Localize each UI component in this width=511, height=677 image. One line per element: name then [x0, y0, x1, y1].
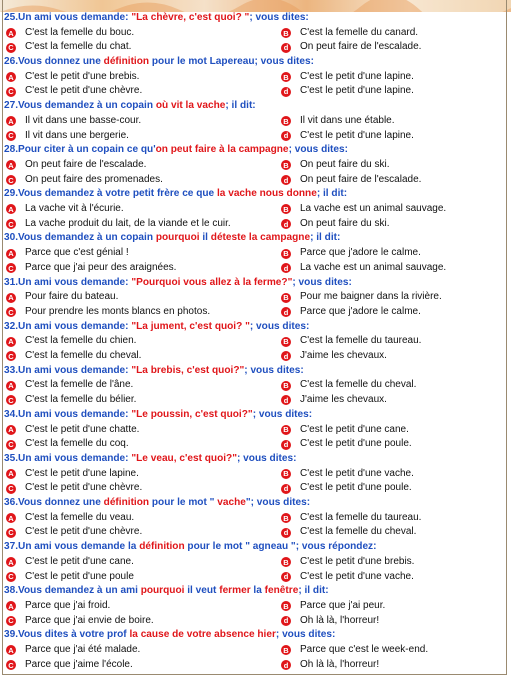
options-row	[4, 599, 507, 614]
question-text: ; il dit:	[225, 100, 256, 112]
option-text: C'est la femelle du taureau.	[300, 335, 422, 347]
question-keyword: "La brebis, c'est quoi?"	[131, 364, 245, 376]
options-row	[4, 614, 507, 629]
question-block	[4, 452, 507, 496]
options-row	[4, 525, 507, 540]
option-letter-b-icon: B	[281, 72, 291, 82]
option-letter-a-icon: A	[6, 28, 16, 38]
option-text: C'est le petit d'une poule.	[300, 482, 412, 494]
option-letter-b-icon: B	[281, 116, 291, 126]
option-text: C'est le petit d'une cane.	[25, 555, 134, 567]
question-keyword: où vit la vache	[155, 100, 226, 112]
option-letter-d-icon: d	[281, 219, 291, 229]
answer-option-d[interactable]	[281, 173, 421, 188]
question-keyword: pourquoi	[140, 585, 185, 597]
option-letter-a-icon: A	[6, 204, 16, 214]
question-text: 27.Vous demandez à un copain	[4, 100, 156, 112]
option-letter-a-icon: A	[6, 249, 16, 259]
question-block	[4, 11, 507, 55]
question-title	[4, 276, 507, 291]
option-letter-a-icon: A	[6, 116, 16, 126]
option-text: Pour faire du bateau.	[25, 291, 119, 303]
option-letter-a-icon: A	[6, 557, 16, 567]
option-letter-d-icon: d	[281, 660, 291, 670]
option-text: C'est la femelle du coq.	[25, 438, 129, 450]
question-text: 29.Vous demandez à votre petit frère ce que	[4, 188, 217, 200]
option-letter-b-icon: B	[281, 204, 291, 214]
option-text: C'est le petit d'une brebis.	[300, 555, 415, 567]
answer-option-b[interactable]	[281, 26, 418, 41]
option-text: Il vit dans une bergerie.	[25, 129, 129, 141]
question-keyword: on peut faire à la campagne	[155, 144, 289, 156]
options-row	[4, 658, 507, 673]
question-text: "; vous dites:	[245, 497, 311, 509]
answer-option-d[interactable]	[281, 393, 387, 408]
option-text: C'est le petit d'une lapine.	[300, 129, 414, 141]
option-letter-b-icon: B	[281, 425, 291, 435]
option-letter-d-icon: d	[281, 395, 291, 405]
question-keyword: "Le poussin, c'est quoi?"	[131, 408, 253, 420]
question-text: 35.Un ami vous demande:	[4, 452, 132, 464]
option-letter-d-icon: d	[281, 307, 291, 317]
answer-option-d[interactable]	[281, 217, 390, 232]
option-text: C'est le petit d'une vache.	[300, 570, 414, 582]
question-title	[4, 320, 507, 335]
question-keyword: déteste la campagne	[210, 232, 311, 244]
option-text: Parce que j'aime l'école.	[25, 658, 133, 670]
answer-option-b[interactable]	[281, 555, 414, 570]
option-letter-d-icon: d	[281, 175, 291, 185]
option-text: C'est le petit d'une vache.	[300, 467, 414, 479]
question-text: 37.Un ami vous demande la	[4, 541, 140, 553]
options-row	[4, 393, 507, 408]
option-letter-a-icon: A	[6, 337, 16, 347]
answer-option-c[interactable]	[6, 129, 129, 144]
option-letter-d-icon: d	[281, 528, 291, 538]
option-letter-c-icon: C	[6, 351, 16, 361]
option-letter-c-icon: C	[6, 572, 16, 582]
question-text: pour le mot "	[149, 497, 218, 509]
options-row	[4, 129, 507, 144]
answer-option-d[interactable]	[281, 614, 379, 629]
option-letter-b-icon: B	[281, 249, 291, 259]
question-block	[4, 364, 507, 408]
options-row	[4, 290, 507, 305]
answer-option-b[interactable]	[281, 202, 446, 217]
question-block	[4, 187, 507, 231]
option-text: Parce que j'ai froid.	[25, 599, 111, 611]
options-row	[4, 305, 507, 320]
options-row	[4, 217, 507, 232]
question-block	[4, 496, 507, 540]
option-text: C'est le petit d'une chèvre.	[25, 85, 143, 97]
answer-option-b[interactable]	[281, 467, 414, 482]
question-keyword: la vache nous donne	[216, 188, 317, 200]
options-row	[4, 40, 507, 55]
option-letter-d-icon: d	[281, 87, 291, 97]
option-letter-c-icon: C	[6, 219, 16, 229]
question-text: ; vous dites:	[249, 320, 310, 332]
answer-option-c[interactable]	[6, 349, 141, 364]
option-text: C'est la femelle du canard.	[300, 26, 419, 38]
question-keyword: la cause de votre absence hier	[129, 629, 276, 641]
options-row	[4, 467, 507, 482]
question-title	[4, 11, 507, 26]
option-letter-a-icon: A	[6, 381, 16, 391]
question-keyword: "Pourquoi vous allez à la ferme?"	[131, 276, 293, 288]
question-keyword: fermer	[219, 585, 251, 597]
option-letter-c-icon: C	[6, 660, 16, 670]
option-letter-b-icon: B	[281, 337, 291, 347]
question-title	[4, 143, 507, 158]
answer-option-a[interactable]	[6, 334, 136, 349]
answer-option-c[interactable]	[6, 437, 129, 452]
option-letter-a-icon: A	[6, 645, 16, 655]
option-text: Parce que j'adore le calme.	[300, 247, 421, 259]
question-text: ; vous dites:	[292, 276, 352, 288]
option-text: Il vit dans une basse-cour.	[25, 114, 142, 126]
question-keyword: fenêtre	[264, 585, 299, 597]
option-text: Oh là là, l'horreur!	[300, 658, 380, 670]
option-text: On peut faire de l'escalade.	[25, 158, 147, 170]
option-letter-b-icon: B	[281, 160, 291, 170]
answer-option-a[interactable]	[6, 599, 110, 614]
question-text: il veut	[184, 585, 220, 597]
question-title	[4, 231, 507, 246]
question-text: ; vous dites:	[252, 408, 313, 420]
question-keyword: définition	[103, 56, 150, 68]
option-text: C'est le petit d'une brebis.	[25, 70, 140, 82]
answer-option-b[interactable]	[281, 70, 414, 85]
question-keyword: "La jument, c'est quoi? "	[131, 320, 250, 332]
question-title	[4, 540, 507, 555]
options-row	[4, 173, 507, 188]
option-letter-c-icon: C	[6, 616, 16, 626]
option-letter-d-icon: d	[281, 484, 291, 494]
question-block	[4, 628, 507, 672]
option-text: On peut faire de l'escalade.	[300, 173, 422, 185]
option-letter-b-icon: B	[281, 557, 291, 567]
question-text: 26.Vous donnez une	[4, 56, 104, 68]
question-text: 38.Vous demandez à un ami	[4, 585, 141, 597]
options-row	[4, 26, 507, 41]
question-block	[4, 540, 507, 584]
option-letter-a-icon: A	[6, 601, 16, 611]
option-text: J'aime les chevaux.	[300, 394, 387, 406]
options-row	[4, 202, 507, 217]
answer-option-a[interactable]	[6, 290, 118, 305]
option-text: C'est le petit d'une poule.	[300, 438, 412, 450]
option-letter-b-icon: B	[281, 28, 291, 38]
answer-option-a[interactable]	[6, 246, 129, 261]
question-block	[4, 408, 507, 452]
question-title	[4, 187, 507, 202]
answer-option-b[interactable]	[281, 423, 409, 438]
answer-option-d[interactable]	[281, 305, 421, 320]
option-letter-c-icon: C	[6, 131, 16, 141]
question-title	[4, 584, 507, 599]
option-text: La vache produit du lait, de la viande et le cuir.	[25, 217, 231, 229]
option-letter-a-icon: A	[6, 160, 16, 170]
answer-option-d[interactable]	[281, 525, 416, 540]
question-block	[4, 143, 507, 187]
options-row	[4, 570, 507, 585]
option-letter-b-icon: B	[281, 601, 291, 611]
question-block	[4, 276, 507, 320]
option-text: La vache est un animal sauvage.	[300, 261, 447, 273]
answer-option-b[interactable]	[281, 114, 395, 129]
question-text: la	[250, 585, 265, 597]
answer-option-a[interactable]	[6, 378, 133, 393]
question-text: pour le mot Lapereau; vous dites:	[149, 56, 314, 68]
options-row	[4, 437, 507, 452]
question-block	[4, 584, 507, 628]
answer-option-d[interactable]	[281, 84, 414, 99]
answer-option-c[interactable]	[6, 217, 231, 232]
question-text: ; il dit:	[298, 585, 329, 597]
question-text: ; vous dites:	[275, 629, 336, 641]
options-row	[4, 481, 507, 496]
option-letter-a-icon: A	[6, 72, 16, 82]
options-row	[4, 378, 507, 393]
option-text: Il vit dans une étable.	[300, 114, 395, 126]
answer-option-a[interactable]	[6, 114, 141, 129]
answer-option-b[interactable]	[281, 334, 421, 349]
question-title	[4, 452, 507, 467]
question-block	[4, 320, 507, 364]
question-text: il	[199, 232, 211, 244]
option-letter-c-icon: C	[6, 87, 16, 97]
answer-option-d[interactable]	[281, 129, 414, 144]
options-row	[4, 70, 507, 85]
option-text: C'est la femelle du cheval.	[300, 379, 417, 391]
answer-option-c[interactable]	[6, 658, 133, 673]
question-title	[4, 364, 507, 379]
answer-option-a[interactable]	[6, 555, 134, 570]
question-text: 32.Un ami vous demande:	[4, 320, 132, 332]
question-text: ; il dit:	[316, 188, 348, 200]
answer-option-b[interactable]	[281, 158, 390, 173]
option-letter-b-icon: B	[281, 293, 291, 303]
option-text: Parce que j'adore le calme.	[300, 305, 421, 317]
question-keyword: définition	[139, 541, 185, 553]
answer-option-a[interactable]	[6, 467, 139, 482]
option-text: C'est la femelle du chien.	[25, 335, 137, 347]
question-title	[4, 408, 507, 423]
option-text: Oh là là, l'horreur!	[300, 614, 380, 626]
question-title	[4, 99, 507, 114]
option-letter-c-icon: C	[6, 43, 16, 53]
options-row	[4, 511, 507, 526]
option-text: Pour me baigner dans la rivière.	[300, 291, 442, 303]
option-text: Parce que j'ai peur des araignées.	[25, 261, 177, 273]
answer-option-b[interactable]	[281, 246, 421, 261]
option-text: C'est la femelle du bouc.	[25, 26, 135, 38]
question-text: 36.Vous donnez une	[4, 497, 104, 509]
question-block	[4, 55, 507, 99]
option-text: C'est la femelle du cheval.	[300, 526, 417, 538]
option-letter-b-icon: B	[281, 645, 291, 655]
option-text: C'est le petit d'une chatte.	[25, 423, 140, 435]
option-letter-d-icon: d	[281, 131, 291, 141]
option-letter-a-icon: A	[6, 293, 16, 303]
option-text: C'est le petit d'une lapine.	[300, 85, 414, 97]
question-block	[4, 231, 507, 275]
answer-option-b[interactable]	[281, 643, 428, 658]
question-keyword: vache	[217, 497, 246, 509]
answer-option-a[interactable]	[6, 158, 146, 173]
option-letter-c-icon: C	[6, 395, 16, 405]
answer-option-c[interactable]	[6, 305, 210, 320]
options-row	[4, 158, 507, 173]
option-text: C'est le petit d'une chèvre.	[25, 482, 143, 494]
question-keyword: définition	[103, 497, 150, 509]
option-text: On peut faire des promenades.	[25, 173, 163, 185]
answer-option-c[interactable]	[6, 570, 134, 585]
options-row	[4, 555, 507, 570]
option-letter-c-icon: C	[6, 484, 16, 494]
option-text: On peut faire du ski.	[300, 158, 390, 170]
answer-option-d[interactable]	[281, 658, 379, 673]
option-text: C'est la femelle du taureau.	[300, 511, 422, 523]
option-letter-b-icon: B	[281, 381, 291, 391]
question-text: 34.Un ami vous demande:	[4, 408, 132, 420]
option-text: J'aime les chevaux.	[300, 350, 387, 362]
question-text: 28.Pour citer à un copain ce qu'	[4, 144, 156, 156]
answer-option-d[interactable]	[281, 437, 412, 452]
option-text: C'est le petit d'une cane.	[300, 423, 409, 435]
option-text: C'est la femelle du veau.	[25, 511, 135, 523]
answer-option-a[interactable]	[6, 26, 134, 41]
option-letter-a-icon: A	[6, 469, 16, 479]
option-letter-b-icon: B	[281, 469, 291, 479]
answer-option-d[interactable]	[281, 570, 414, 585]
question-text: 30.Vous demandez à un copain	[4, 232, 156, 244]
option-letter-d-icon: d	[281, 572, 291, 582]
question-keyword: pourquoi	[155, 232, 200, 244]
option-text: Parce que c'est génial !	[25, 247, 129, 259]
option-letter-d-icon: d	[281, 616, 291, 626]
option-letter-d-icon: d	[281, 351, 291, 361]
options-row	[4, 349, 507, 364]
option-text: La vache est un animal sauvage.	[300, 203, 447, 215]
option-letter-c-icon: C	[6, 263, 16, 273]
option-letter-c-icon: C	[6, 528, 16, 538]
answer-option-d[interactable]	[281, 481, 412, 496]
question-block	[4, 99, 507, 143]
option-text: C'est le petit d'une lapine.	[300, 70, 414, 82]
answer-option-c[interactable]	[6, 40, 131, 55]
options-row	[4, 423, 507, 438]
question-text: 31.Un ami vous demande:	[4, 276, 132, 288]
options-row	[4, 114, 507, 129]
answer-option-b[interactable]	[281, 378, 416, 393]
option-letter-a-icon: A	[6, 425, 16, 435]
answer-option-a[interactable]	[6, 511, 134, 526]
options-row	[4, 84, 507, 99]
answer-option-c[interactable]	[6, 261, 176, 276]
option-letter-d-icon: d	[281, 440, 291, 450]
question-text: 39.Vous dites à votre prof	[4, 629, 130, 641]
answer-option-c[interactable]	[6, 481, 142, 496]
question-text: ; vous dites:	[237, 452, 297, 464]
answer-option-b[interactable]	[281, 599, 385, 614]
option-text: On peut faire du ski.	[300, 217, 390, 229]
option-letter-d-icon: d	[281, 43, 291, 53]
option-text: C'est la femelle du cheval.	[25, 350, 142, 362]
option-text: C'est la femelle de l'âne.	[25, 379, 134, 391]
option-letter-d-icon: d	[281, 263, 291, 273]
answer-option-d[interactable]	[281, 40, 421, 55]
option-letter-a-icon: A	[6, 513, 16, 523]
question-text: ; il dit:	[310, 232, 341, 244]
options-row	[4, 643, 507, 658]
answer-option-b[interactable]	[281, 290, 442, 305]
question-text: ; vous dites:	[288, 144, 349, 156]
question-text: 25.Un ami vous demande:	[4, 12, 132, 23]
answer-option-c[interactable]	[6, 84, 142, 99]
option-text: C'est la femelle du bélier.	[25, 394, 137, 406]
options-row	[4, 334, 507, 349]
question-title	[4, 496, 507, 511]
question-text: ; vous dites:	[249, 12, 309, 23]
option-text: Parce que j'ai envie de boire.	[25, 614, 154, 626]
option-letter-c-icon: C	[6, 307, 16, 317]
option-text: On peut faire de l'escalade.	[300, 41, 422, 53]
answer-option-c[interactable]	[6, 173, 163, 188]
question-title	[4, 55, 507, 70]
option-letter-c-icon: C	[6, 440, 16, 450]
option-letter-c-icon: C	[6, 175, 16, 185]
option-text: C'est le petit d'une poule	[25, 570, 134, 582]
option-text: La vache vit à l'écurie.	[25, 203, 124, 215]
question-text: pour le mot " agneau "; vous répondez:	[184, 541, 377, 553]
options-row	[4, 246, 507, 261]
option-text: Parce que j'ai peur.	[300, 599, 386, 611]
option-text: Pour prendre les monts blancs en photos.	[25, 305, 211, 317]
question-text: 33.Un ami vous demande:	[4, 364, 132, 376]
option-text: Parce que c'est le week-end.	[300, 644, 429, 655]
answer-option-c[interactable]	[6, 614, 154, 629]
answer-option-d[interactable]	[281, 349, 387, 364]
questions-list	[4, 11, 507, 672]
option-text: Parce que j'ai été malade.	[25, 644, 141, 655]
question-keyword: "La chèvre, c'est quoi? "	[131, 12, 250, 23]
answer-option-a[interactable]	[6, 202, 124, 217]
question-text: ; vous dites:	[244, 364, 304, 376]
answer-option-a[interactable]	[6, 70, 139, 85]
answer-option-c[interactable]	[6, 393, 136, 408]
option-letter-b-icon: B	[281, 513, 291, 523]
option-text: C'est le petit d'une lapine.	[25, 467, 139, 479]
options-row	[4, 261, 507, 276]
answer-option-b[interactable]	[281, 511, 421, 526]
answer-option-c[interactable]	[6, 525, 142, 540]
question-title	[4, 628, 507, 643]
question-keyword: "Le veau, c'est quoi?"	[131, 452, 237, 464]
option-text: C'est le petit d'une chèvre.	[25, 526, 143, 538]
option-text: C'est la femelle du chat.	[25, 41, 132, 53]
answer-option-a[interactable]	[6, 423, 139, 438]
answer-option-d[interactable]	[281, 261, 446, 276]
answer-option-a[interactable]	[6, 643, 140, 658]
